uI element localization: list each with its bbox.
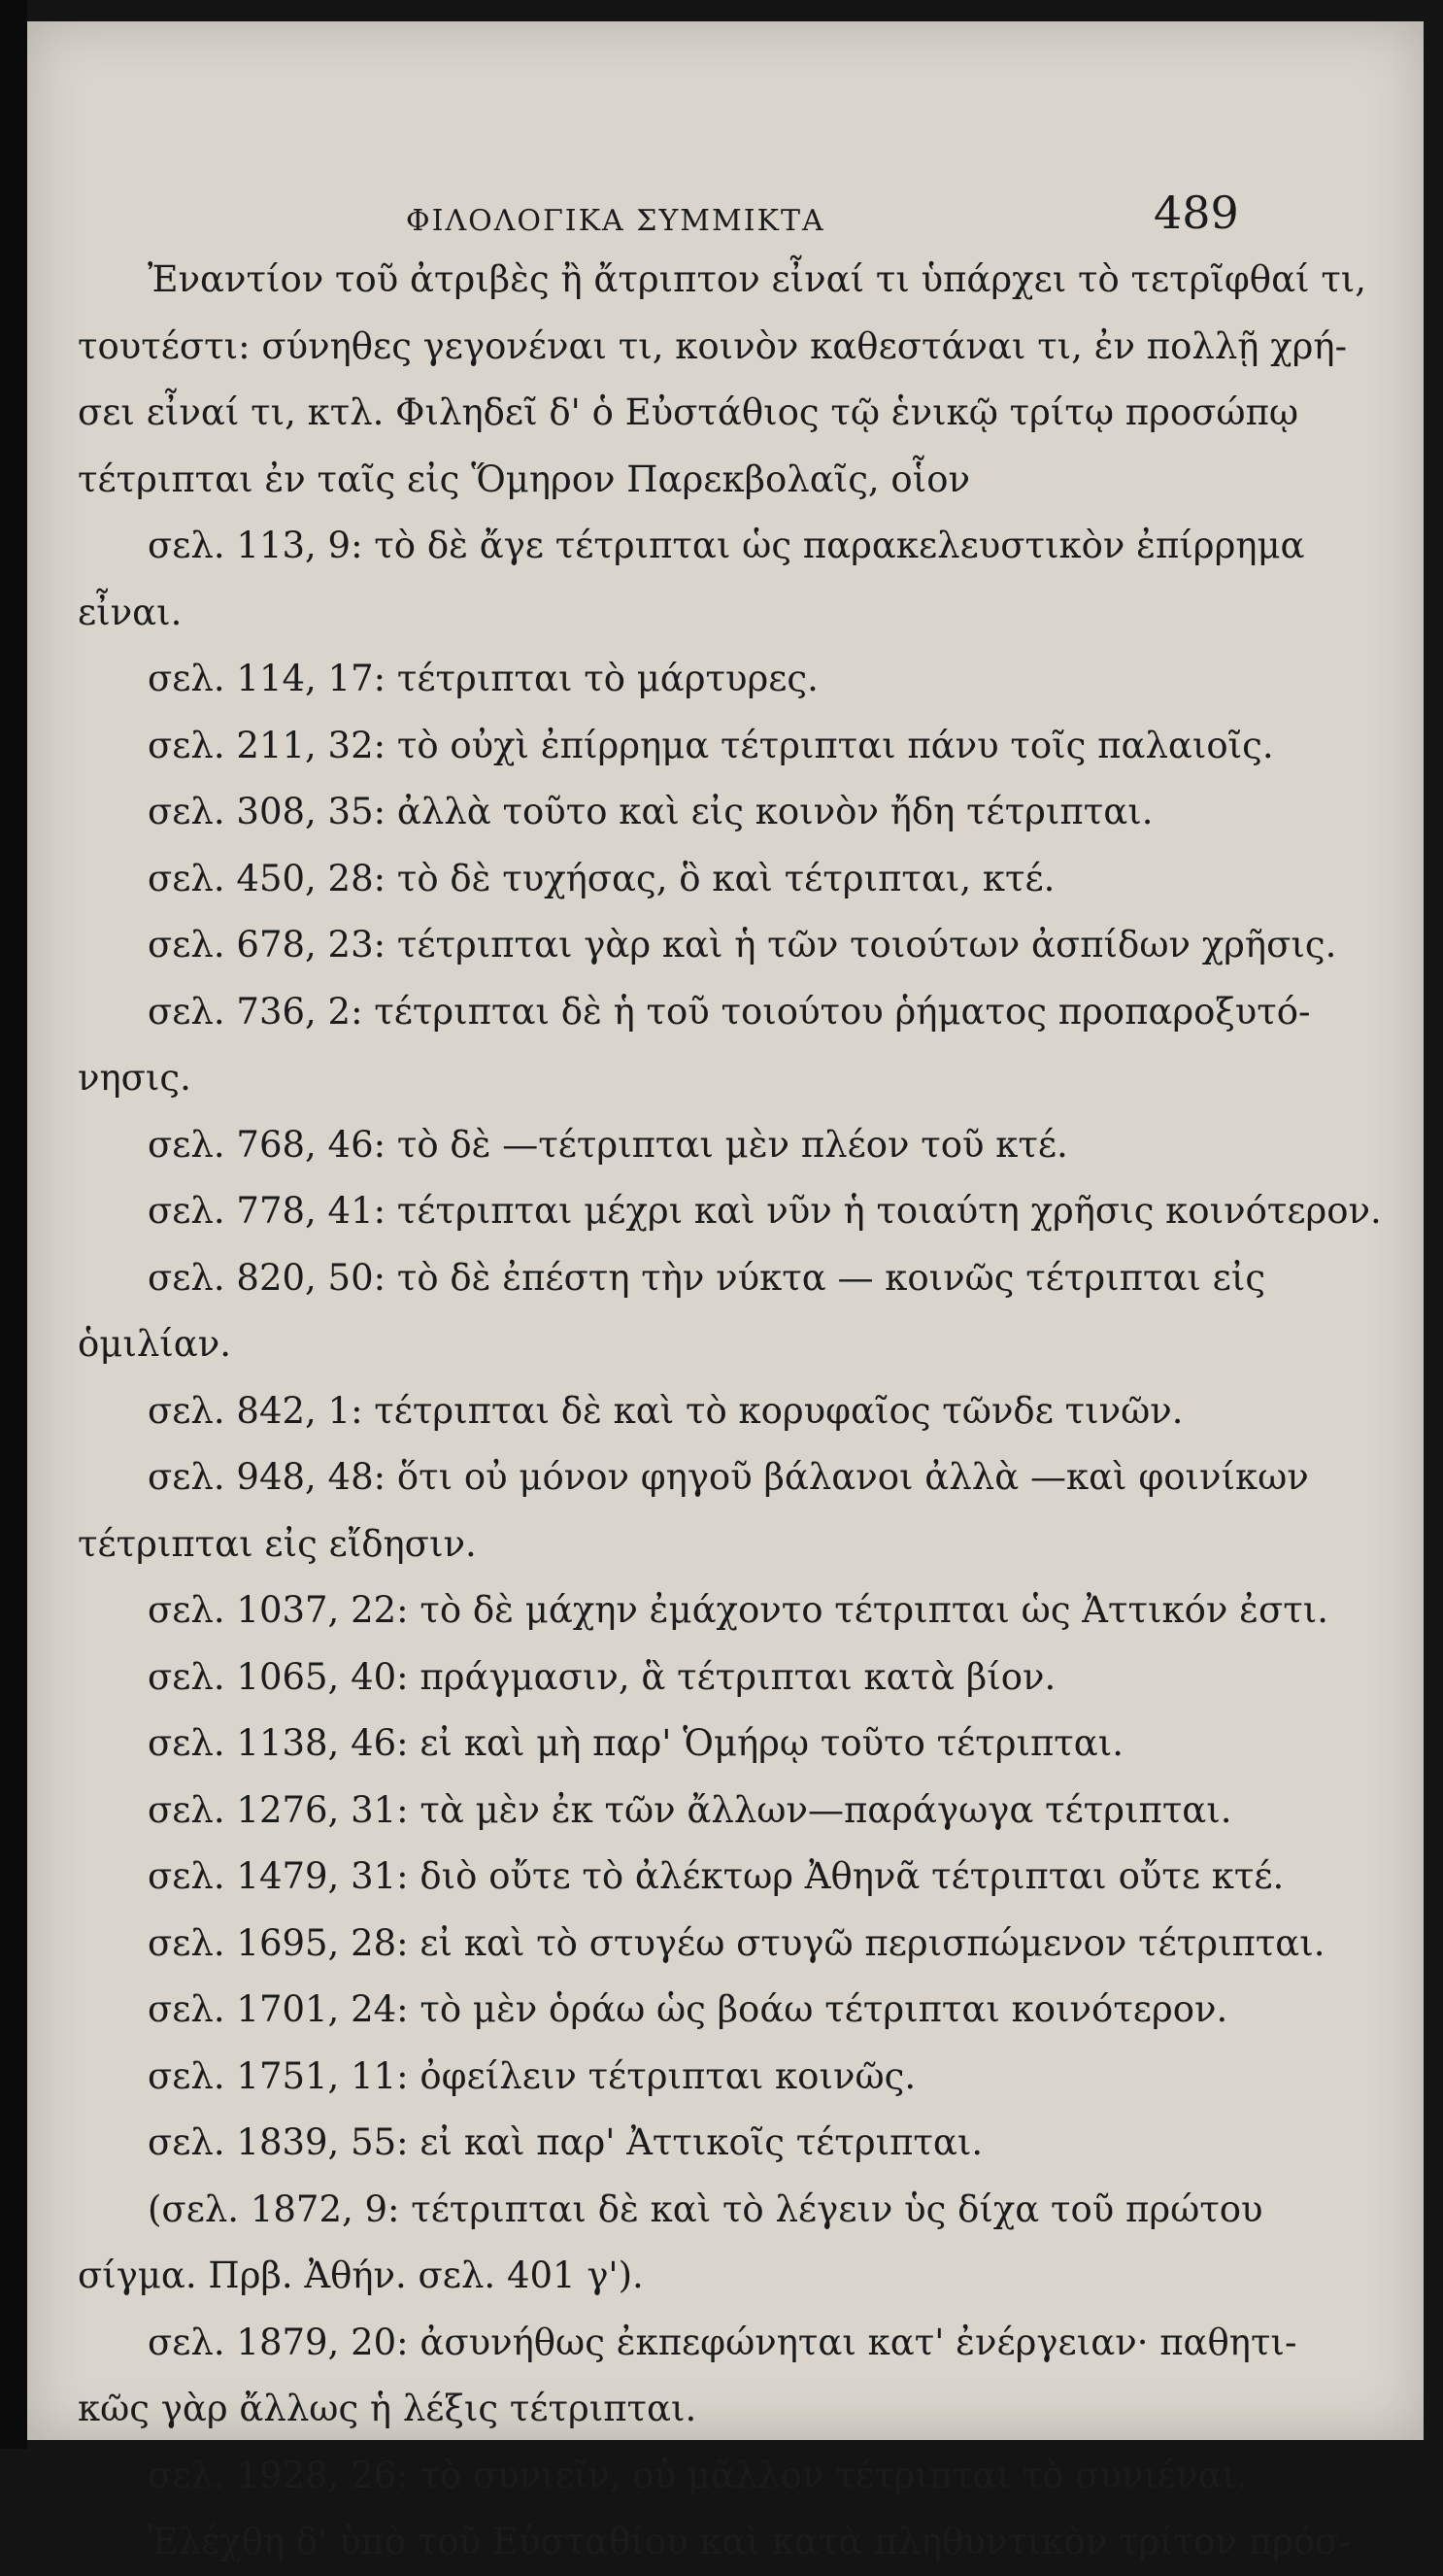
text-line: σελ. 1479, 31: διὸ οὔτε τὸ ἀλέκτωρ Ἀθηνᾶ τέτριπται οὔτε κτέ.: [148, 1855, 1285, 1897]
text-line: εἶναι.: [78, 591, 183, 633]
text-line: σελ. 1138, 46: εἰ καὶ μὴ παρ' Ὁμήρῳ τοῦτο τέτριπται.: [148, 1722, 1124, 1764]
text-line: Ἐλέχθη δ' ὑπὸ τοῦ Εὐσταθίου καὶ κατὰ πληθυντικὸν τρίτον πρόσ-: [148, 2521, 1352, 2562]
page-header: [27, 186, 1424, 245]
text-line: σελ. 768, 46: τὸ δὲ —τέτριπται μὲν πλέον τοῦ κτέ.: [148, 1123, 1068, 1166]
text-line: σελ. 114, 17: τέτριπται τὸ μάρτυρες.: [148, 658, 819, 699]
text-line: σελ. 1839, 55: εἰ καὶ παρ' Ἀττικοῖς τέτριπται.: [148, 2121, 984, 2163]
text-line: τουτέστι: σύνηθες γεγονέναι τι, κοινὸν καθεστάναι τι, ἐν πολλῇ χρή-: [78, 324, 1348, 367]
text-line: σελ. 211, 32: τὸ οὐχὶ ἐπίρρημα τέτριπται πάνυ τοῖς παλαιοῖς.: [148, 724, 1274, 766]
text-line: σελ. 1276, 31: τὰ μὲν ἐκ τῶν ἄλλων—παράγωγα τέτριπται.: [148, 1788, 1232, 1831]
text-line: σίγμα. Πρβ. Ἀθήν. σελ. 401 γ').: [78, 2254, 644, 2296]
book-spine-shadow: [0, 0, 27, 2449]
text-line: σελ. 678, 23: τέτριπται γὰρ καὶ ἡ τῶν τοιούτων ἀσπίδων χρῆσις.: [148, 924, 1337, 966]
text-line: σελ. 113, 9: τὸ δὲ ἄγε τέτριπται ὡς παρακελευστικὸν ἐπίρρημα: [148, 525, 1305, 566]
text-line: τέτριπται ἐν ταῖς εἰς Ὅμηρον Παρεκβολαῖς, οἷον: [78, 458, 970, 500]
text-line: σελ. 450, 28: τὸ δὲ τυχήσας, ὃ καὶ τέτριπται, κτέ.: [148, 857, 1056, 899]
text-line: (σελ. 1872, 9: τέτριπται δὲ καὶ τὸ λέγειν ὑς δίχα τοῦ πρώτου: [148, 2187, 1263, 2230]
text-line: σελ. 1065, 40: πράγμασιν, ἃ τέτριπται κατὰ βίον.: [148, 1655, 1057, 1698]
text-line: σελ. 1879, 20: ἀσυνήθως ἐκπεφώνηται κατ' ἐνέργειαν· παθητι-: [148, 2321, 1297, 2363]
text-line: σελ. 842, 1: τέτριπται δὲ καὶ τὸ κορυφαῖος τῶνδε τινῶν.: [148, 1389, 1184, 1432]
text-line: Ἐναντίον τοῦ ἀτριβὲς ἢ ἄτριπτον εἶναί τι ὑπάρχει τὸ τετρῖφθαί τι,: [148, 258, 1367, 300]
text-line: σελ. 1037, 22: τὸ δὲ μάχην ἐμάχοντο τέτριπται ὡς Ἀττικόν ἐστι.: [148, 1589, 1328, 1631]
text-line: σελ. 1928, 26: τὸ συνιεῖν, οὐ μᾶλλον τέτριπται τὸ συνιέναι.: [148, 2454, 1248, 2496]
text-line: σελ. 948, 48: ὅτι οὐ μόνον φηγοῦ βάλανοι ἀλλὰ —καὶ φοινίκων: [148, 1456, 1309, 1498]
text-line: σελ. 1701, 24: τὸ μὲν ὁράω ὡς βοάω τέτριπται κοινότερον.: [148, 1988, 1228, 2030]
running-title: ΦΙΛΟΛΟΓΙΚΑ ΣΥΜΜΙΚΤΑ: [406, 204, 825, 238]
text-line: σελ. 778, 41: τέτριπται μέχρι καὶ νῦν ἡ τοιαύτη χρῆσις κοινότερον.: [148, 1190, 1382, 1232]
text-line: τέτριπται εἰς εἴδησιν.: [78, 1522, 477, 1565]
text-line: σελ. 1751, 11: ὀφείλειν τέτριπται κοινῶς.: [148, 2054, 917, 2097]
text-line: ὁμιλίαν.: [78, 1323, 232, 1365]
text-line: σελ. 1695, 28: εἰ καὶ τὸ στυγέω στυγῶ περισπώμενον τέτριπται.: [148, 1921, 1326, 1964]
book-page: [27, 21, 1424, 2562]
text-line: σει εἶναί τι, κτλ. Φιληδεῖ δ' ὁ Εὐστάθιος τῷ ἑνικῷ τρίτῳ προσώπῳ: [78, 391, 1299, 433]
text-line: κῶς γὰρ ἄλλως ἡ λέξις τέτριπται.: [78, 2388, 697, 2429]
text-line: σελ. 308, 35: ἀλλὰ τοῦτο καὶ εἰς κοινὸν ἤδη τέτριπται.: [148, 791, 1154, 832]
text-line: νησις.: [78, 1057, 191, 1099]
page-number: 489: [1154, 186, 1239, 239]
text-line: σελ. 736, 2: τέτριπται δὲ ἡ τοῦ τοιούτου ῥήματος προπαροξυτό-: [148, 990, 1311, 1033]
text-line: σελ. 820, 50: τὸ δὲ ἐπέστη τὴν νύκτα — κοινῶς τέτριπται εἰς: [148, 1256, 1266, 1299]
body-text: [78, 247, 1382, 2576]
